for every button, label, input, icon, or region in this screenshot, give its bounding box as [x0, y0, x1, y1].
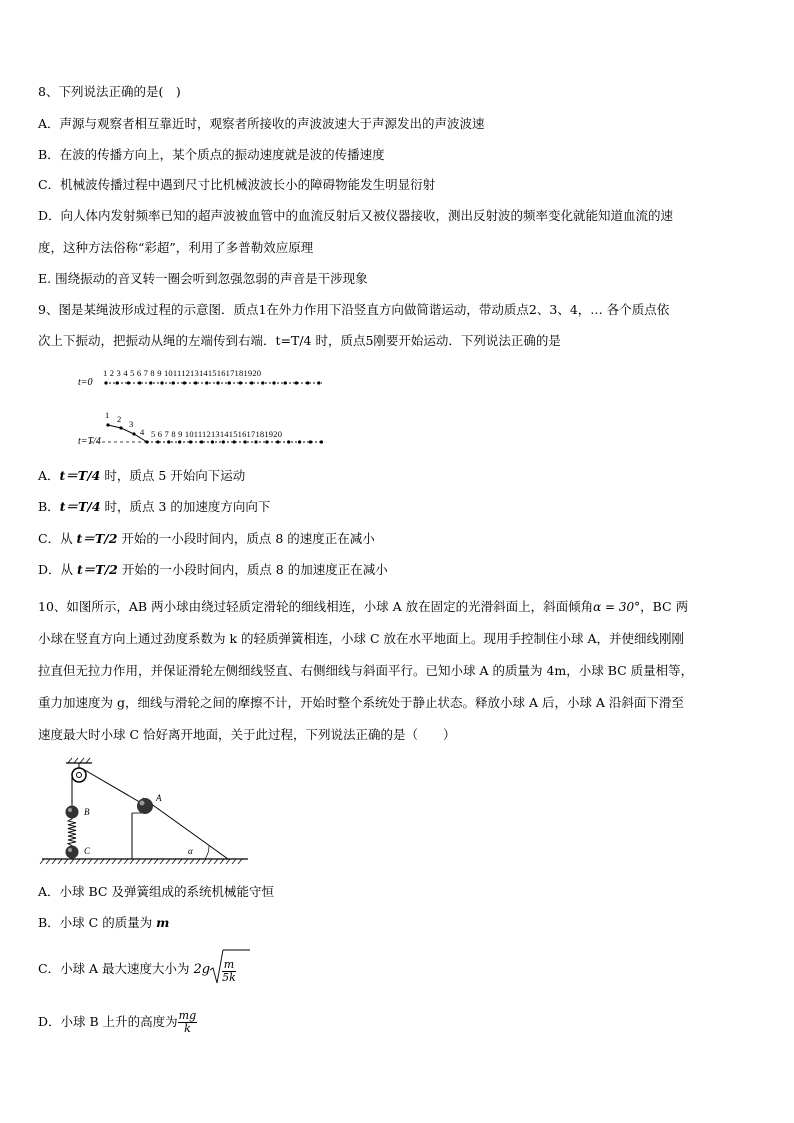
hatch-line	[52, 859, 56, 864]
hatch-line	[82, 859, 86, 864]
ground-hatch	[40, 859, 242, 864]
hatch-line	[208, 859, 212, 864]
q9-option-a: A．t＝T/4 时，质点 5 开始向下运动	[38, 468, 246, 483]
rope-row1-label: t=0	[78, 377, 93, 388]
rope-row2-n1: 1	[105, 410, 110, 420]
hatch-line	[226, 859, 230, 864]
hatch-line	[118, 859, 122, 864]
hatch-line	[172, 859, 176, 864]
label-c: C	[84, 846, 91, 856]
hatch-line	[88, 859, 92, 864]
q9-option-c: C．从 t＝T/2 开始的一小段时间内，质点 8 的速度正在减小	[38, 531, 375, 546]
q9-option-b: B．t＝T/4 时，质点 3 的加速度方向向下	[38, 499, 271, 514]
hatch-line	[100, 859, 104, 864]
hatch-line	[232, 859, 236, 864]
hatch-line	[202, 859, 206, 864]
q10-line2: 小球在竖直方向上通过劲度系数为 k 的轻质弹簧相连，小球 C 放在水平地面上。现用手控制住小球 A，并使细线刚刚	[38, 631, 685, 646]
rope-row1-numbers: 1 2 3 4 5 6 7 8 9 1011121314151617181920	[103, 368, 262, 378]
q10-option-c: C．小球 A 最大速度大小为 2g $\frac{m}{5k}$	[38, 951, 236, 988]
hatch-line	[238, 859, 242, 864]
q10-option-d: D．小球 B 上升的高度为 $\frac{mg}{k}$	[38, 1009, 197, 1035]
hatch-line	[154, 859, 158, 864]
hatch-line	[190, 859, 194, 864]
q8-option-b: B．在波的传播方向上，某个质点的振动速度就是波的传播速度	[38, 147, 385, 162]
rope-row2-label: t=T/4	[78, 436, 101, 447]
hatch-line	[130, 859, 134, 864]
q10-line5: 速度最大时小球 C 恰好离开地面，关于此过程，下列说法正确的是（ ）	[38, 727, 456, 742]
hatch-line	[166, 859, 170, 864]
hatch-line	[46, 859, 50, 864]
q8-option-a: A．声源与观察者相互靠近时，观察者所接收的声波波速大于声源发出的声波波速	[38, 116, 485, 131]
q8-option-c: C．机械波传播过程中遇到尺寸比机械波波长小的障碍物能发生明显衍射	[38, 177, 436, 192]
q10-line1: 10、如图所示，AB 两小球由绕过轻质定滑轮的细线相连，小球 A 放在固定的光滑斜面上，斜面倾角α = 30°，BC 两	[38, 599, 689, 614]
hatch-line	[124, 859, 128, 864]
hatch-line	[148, 859, 152, 864]
hatch-line	[220, 859, 224, 864]
hatch-line	[136, 859, 140, 864]
q8-option-e: E. 围绕振动的音叉转一圈会听到忽强忽弱的声音是干涉现象	[38, 271, 368, 286]
q10-option-a: A．小球 BC 及弹簧组成的系统机械能守恒	[38, 884, 274, 899]
hatch-line	[178, 859, 182, 864]
hatch-line	[112, 859, 116, 864]
hatch-line	[70, 859, 74, 864]
q8-option-d: D．向人体内发射频率已知的超声波被血管中的血流反射后又被仪器接收，测出反射波的频率变化就能知道血流的速	[38, 208, 674, 223]
label-alpha: α	[188, 846, 193, 856]
hatch-line	[214, 859, 218, 864]
label-a: A	[156, 793, 162, 803]
q8-stem: 8、下列说法正确的是( )	[38, 84, 181, 99]
hatch-line	[94, 859, 98, 864]
q10-line4: 重力加速度为 g，细线与滑轮之间的摩擦不计，开始时整个系统处于静止状态。释放小球 A 后，小球 A 沿斜面下滑至	[38, 695, 684, 710]
label-b: B	[84, 807, 90, 817]
q10-option-b: B．小球 C 的质量为 m	[38, 915, 170, 930]
q8-option-d-cont: 度，这种方法俗称“彩超”，利用了多普勒效应原理	[38, 240, 314, 255]
hatch-line	[40, 859, 44, 864]
hatch-line	[196, 859, 200, 864]
rope-row2-n4: 4	[140, 427, 145, 437]
hatch-line	[184, 859, 188, 864]
hatch-line	[106, 859, 110, 864]
q9-stem-line2: 次上下振动，把振动从绳的左端传到右端．t=T/4 时，质点5刚要开始运动．下列说法正确的是	[38, 333, 561, 348]
rope-row2-n2: 2	[117, 414, 122, 424]
rope-row2-rest: 5 6 7 8 9 1011121314151617181920	[151, 429, 283, 439]
angle-alpha: α = 30°	[593, 600, 641, 614]
hatch-line	[142, 859, 146, 864]
rope-row2-n3: 3	[129, 419, 134, 429]
hatch-line	[58, 859, 62, 864]
hatch-line	[160, 859, 164, 864]
hatch-line	[76, 859, 80, 864]
q10-line3: 拉直但无拉力作用，并保证滑轮左侧细线竖直、右侧细线与斜面平行。已知小球 A 的质量为 4m，小球 BC 质量相等，	[38, 663, 694, 678]
spring-coil	[68, 818, 76, 846]
hatch-line	[64, 859, 68, 864]
spring	[68, 818, 76, 846]
q9-option-d: D．从 t＝T/2 开始的一小段时间内，质点 8 的加速度正在减小	[38, 562, 388, 577]
q9-stem-line1: 9、图是某绳波形成过程的示意图．质点1在外力作用下沿竖直方向做简谐运动，带动质点2、3、4，… 各个质点依	[38, 302, 670, 317]
